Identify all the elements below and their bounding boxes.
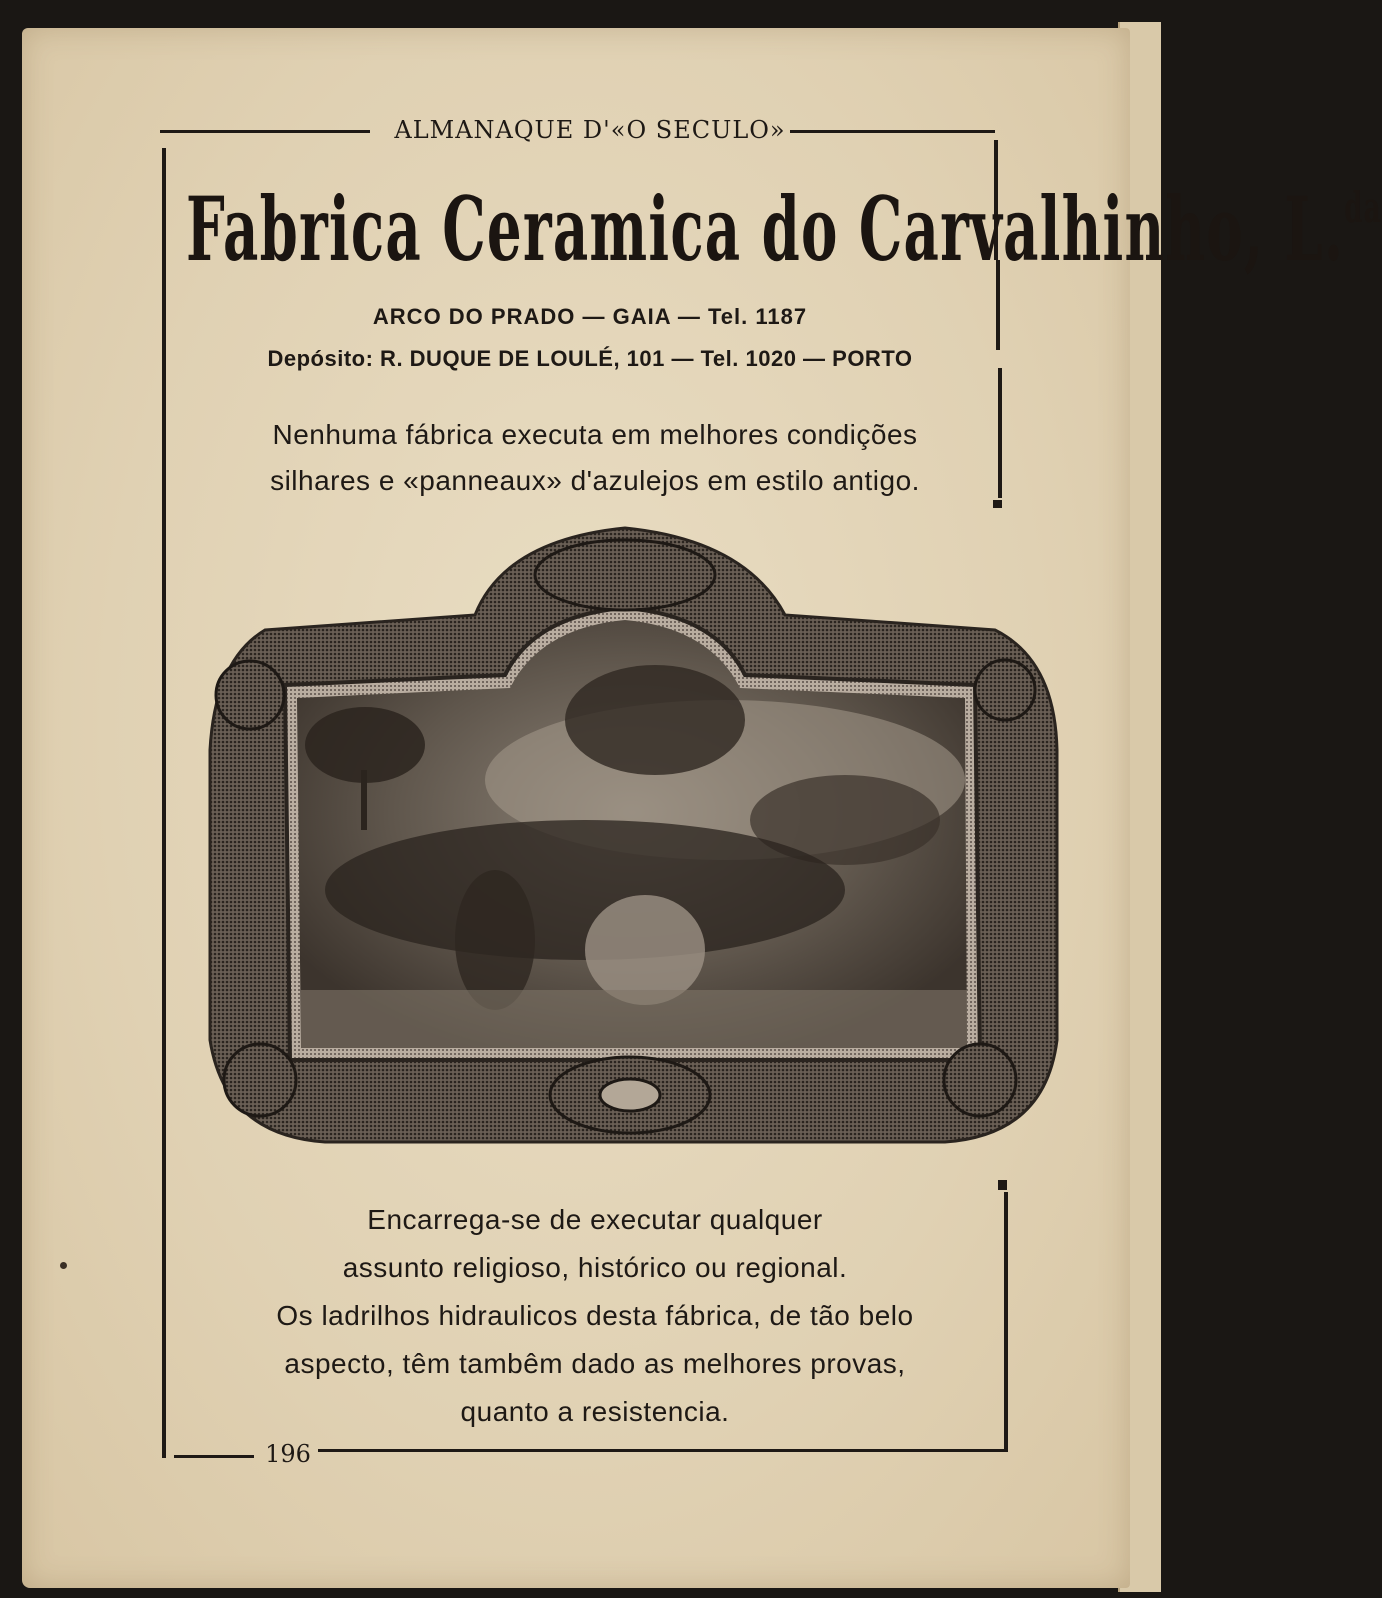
deposit-line: Depósito: R. DUQUE DE LOULÉ, 101 — Tel. 1020 — PORTO (267, 346, 913, 371)
bottom-line-1: Encarrega-se de executar qualquer (367, 1204, 823, 1235)
bottom-line-5: quanto a resistencia. (460, 1396, 730, 1427)
header-title: ALMANAQUE D'«O SECULO» (394, 116, 786, 144)
frame-rule-right-bottom (1004, 1192, 1008, 1450)
crowd-group (325, 820, 845, 960)
page-number: 196 (265, 1440, 311, 1468)
tile-panel-photo (205, 520, 1065, 1150)
company-name-suffix: da (1344, 183, 1382, 232)
frame-rule-mark-lower (998, 1180, 1007, 1190)
corner-scroll-tr (975, 660, 1035, 720)
footer-rule-left (174, 1455, 254, 1458)
crest-top (535, 540, 715, 610)
foreground-figure (585, 895, 705, 1005)
bottom-line-2: assunto religioso, histórico ou regional. (342, 1252, 848, 1283)
tagline-line-1: Nenhuma fábrica executa em melhores condições (272, 419, 918, 450)
bottom-line-3: Os ladrilhos hidraulicos desta fábrica, de tão belo (276, 1300, 914, 1331)
company-name (186, 148, 1382, 281)
tree-center (565, 665, 745, 775)
bottom-text (190, 1196, 1000, 1436)
margin-ink-dot (60, 1262, 67, 1269)
tagline-line-2: silhares e «panneaux» d'azulejos em estilo antigo. (270, 465, 920, 496)
tile-panel-illustration (205, 520, 1065, 1150)
corner-scroll-br (944, 1044, 1016, 1116)
header-rule-right (790, 130, 995, 133)
address-line: ARCO DO PRADO — GAIA — Tel. 1187 (372, 304, 808, 329)
footer-rule-right (318, 1449, 1008, 1452)
corner-scroll-bl (224, 1044, 296, 1116)
corner-scroll-tl (216, 661, 284, 729)
frame-rule-left (162, 148, 166, 1458)
bottom-line-4: aspecto, têm tambêm dado as melhores provas, (284, 1348, 906, 1379)
header-rule-left (160, 130, 370, 133)
ground (301, 990, 967, 1048)
company-name-text: Fabrica Ceramica do Carvalhinho, L. (186, 177, 1345, 281)
tagline (190, 412, 1000, 504)
